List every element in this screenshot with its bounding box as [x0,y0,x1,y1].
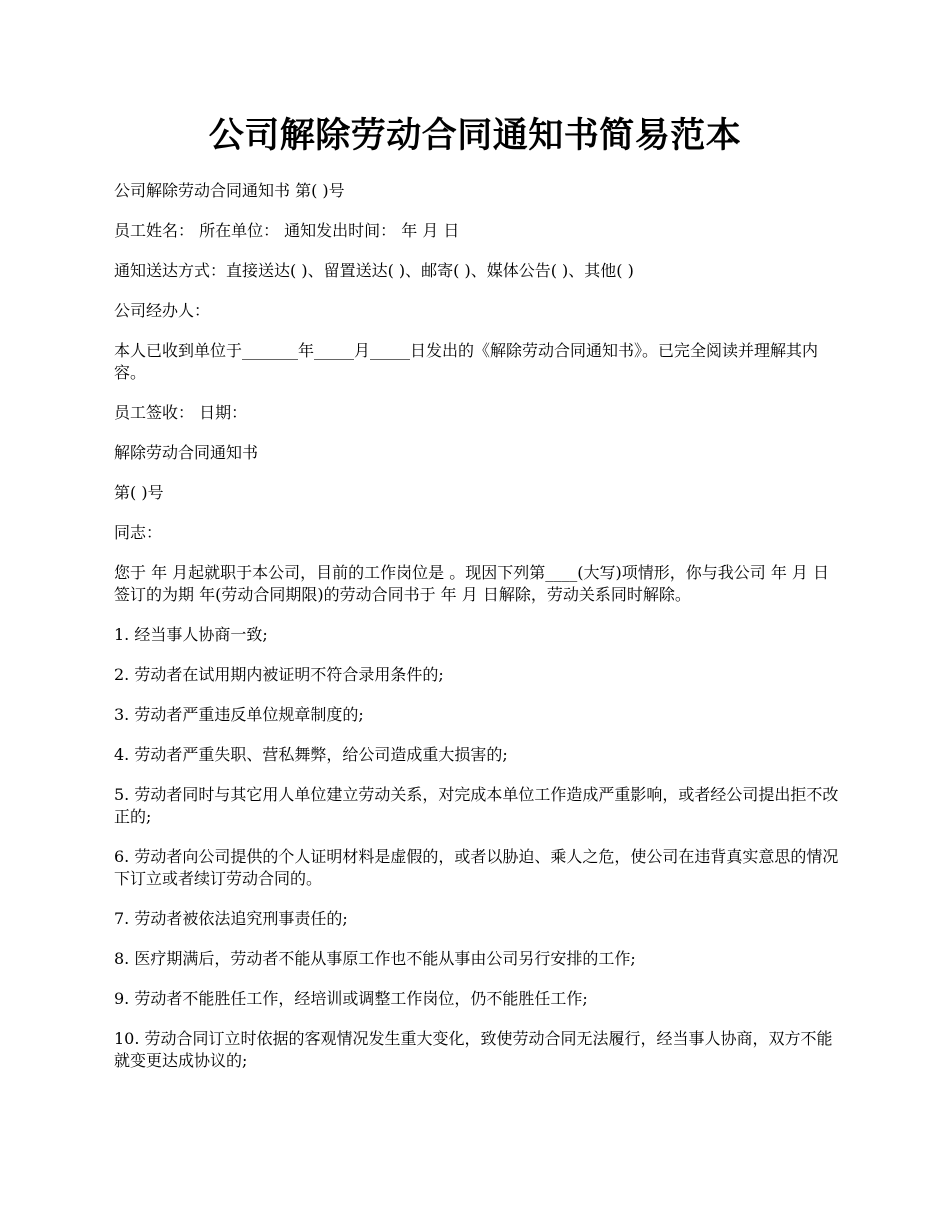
notice-number: 第( )号 [114,483,164,502]
employee-signature-line: 员工签收： 日期： [114,403,248,422]
list-item: 9. 劳动者不能胜任工作，经培训或调整工作岗位，仍不能胜任工作; [114,989,588,1008]
list-item: 1. 经当事人协商一致; [114,625,268,644]
document-title: 公司解除劳动合同通知书简易范本 [208,115,742,156]
notice-heading: 解除劳动合同通知书 [114,443,259,462]
salutation: 同志： [114,523,163,542]
receipt-statement: 本人已收到单位于_______年_____月_____日发出的《解除劳动合同通知书》。已完全阅读并理解其内容。 [114,341,819,382]
list-item: 3. 劳动者严重违反单位规章制度的; [114,705,364,724]
list-item: 10. 劳动合同订立时依据的客观情况发生重大变化，致使劳动合同无法履行，经当事人协商，双方不能就变更达成协议的; [114,1029,833,1070]
notice-number-line: 公司解除劳动合同通知书 第( )号 [114,181,345,200]
list-item: 7. 劳动者被依法追究刑事责任的; [114,909,348,928]
delivery-method-line: 通知送达方式：直接送达( )、留置送达( )、邮寄( )、媒体公告( )、其他( ) [114,261,634,280]
list-item: 6. 劳动者向公司提供的个人证明材料是虚假的，或者以胁迫、乘人之危，使公司在违背真实意思的情况下订立或者续订劳动合同的。 [114,847,839,888]
employee-info-line: 员工姓名： 所在单位： 通知发出时间： 年 月 日 [114,221,460,240]
notice-body: 您于 年 月起就职于本公司，目前的工作岗位是 。现因下列第____(大写)项情形，你与我公司 年 月 日签订的为期 年(劳动合同期限)的劳动合同书于 年 月 日解除，劳动关系同时解除。 [114,563,830,604]
list-item: 4. 劳动者严重失职、营私舞弊，给公司造成重大损害的; [114,745,508,764]
list-item: 5. 劳动者同时与其它用人单位建立劳动关系，对完成本单位工作造成严重影响，或者经公司提出拒不改正的; [114,785,839,826]
company-handler-line: 公司经办人： [114,301,211,320]
document-body [114,180,840,1090]
list-item: 8. 医疗期满后，劳动者不能从事原工作也不能从事由公司另行安排的工作; [114,949,636,968]
list-item: 2. 劳动者在试用期内被证明不符合录用条件的; [114,665,444,684]
